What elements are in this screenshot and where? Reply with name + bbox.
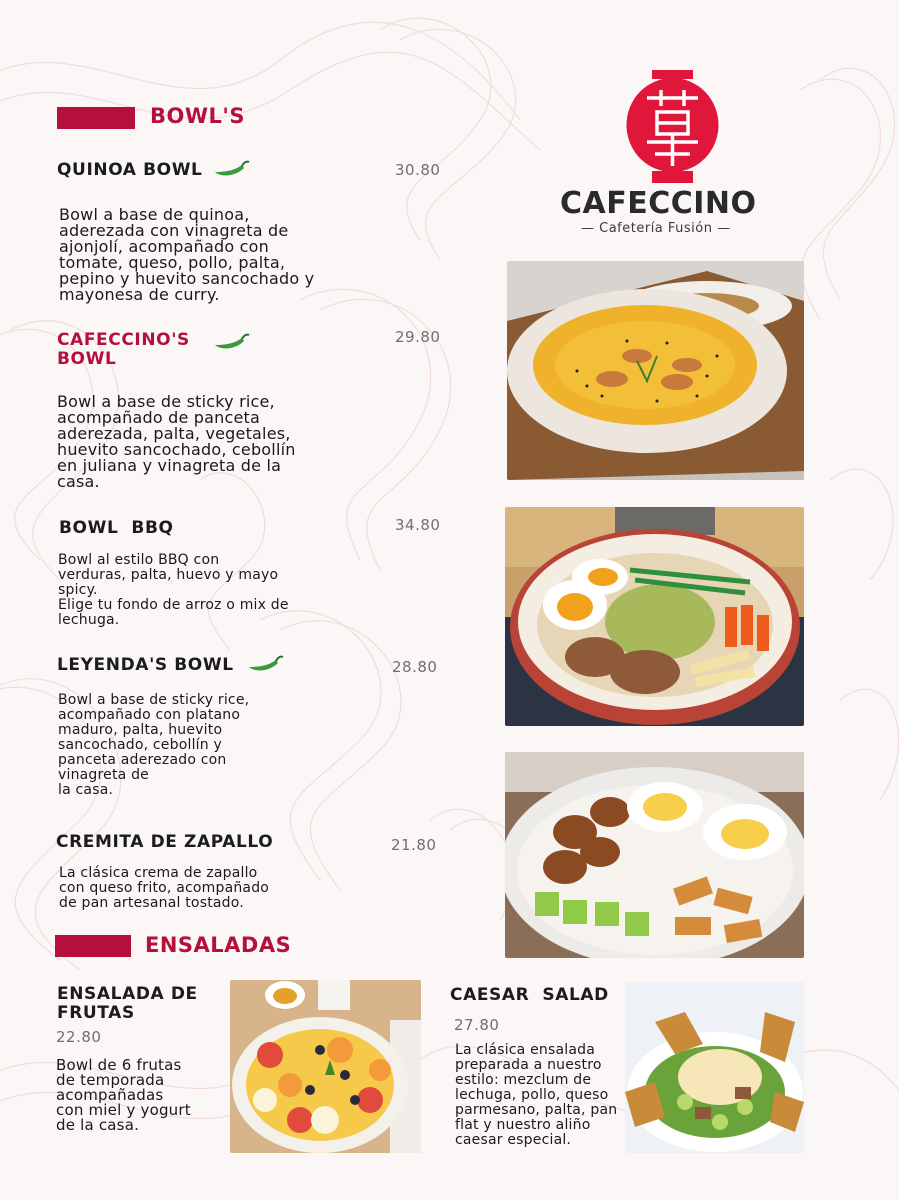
desc-cremita-de-zapallo: La clásica crema de zapallo con queso frito, acompañado de pan artesanal tostado. — [59, 865, 270, 911]
price-caesar-salad: 27.80 — [454, 1016, 500, 1034]
item-name-bowl-bbq: BOWL BBQ — [59, 518, 174, 538]
desc-caesar-salad: La clásica ensalada preparada a nuestro estilo: mezclum de lechuga, pollo, queso parmesano, palta, pan flat y nuestro aliño caesar especial. — [455, 1042, 618, 1148]
section-title-bowls: BOWL'S — [150, 104, 245, 128]
price-cafeccinos-bowl: 29.80 — [395, 328, 441, 346]
price-bowl-bbq: 34.80 — [395, 516, 441, 534]
price-cremita-de-zapallo: 21.80 — [391, 836, 437, 854]
lantern-logo-icon — [625, 70, 720, 185]
desc-ensalada-de-frutas: Bowl de 6 frutas de temporada acompañadas con miel y yogurt de la casa. — [56, 1056, 191, 1134]
photo-cremita-de-zapallo — [507, 261, 804, 480]
section-bar-bowls — [57, 107, 135, 129]
desc-bowl-bbq: Bowl al estilo BBQ con verduras, palta, huevo y mayo spicy. Elige tu fondo de arroz o mix de lechuga. — [58, 552, 289, 628]
section-bar-ensaladas — [55, 935, 131, 957]
brand-name: CAFECCINO — [560, 186, 757, 221]
chili-pepper-icon — [212, 333, 250, 353]
price-quinoa-bowl: 30.80 — [395, 161, 441, 179]
price-ensalada-de-frutas: 22.80 — [56, 1028, 102, 1046]
item-name-cremita-de-zapallo: CREMITA DE ZAPALLO — [56, 832, 274, 852]
section-title-ensaladas: ENSALADAS — [145, 933, 292, 957]
chili-pepper-icon — [212, 160, 250, 180]
photo-caesar-salad — [625, 982, 804, 1153]
desc-leyendas-bowl: Bowl a base de sticky rice, acompañado con platano maduro, palta, huevito sancochado, cebollín y panceta aderezado con vinagreta de la casa. — [58, 692, 250, 798]
item-name-caesar-salad: CAESAR SALAD — [450, 985, 609, 1005]
desc-quinoa-bowl: Bowl a base de quinoa, aderezada con vinagreta de ajonjolí, acompañado con tomate, queso, pollo, palta, pepino y huevito sancochado y mayonesa de curry. — [59, 205, 315, 304]
item-name-leyendas-bowl: LEYENDA'S BOWL — [57, 655, 234, 675]
photo-bowl-bbq — [505, 507, 804, 726]
item-name-quinoa-bowl: QUINOA BOWL — [57, 160, 203, 180]
brand-tagline: — Cafetería Fusión — — [581, 221, 731, 236]
chili-pepper-icon — [246, 655, 284, 675]
desc-cafeccinos-bowl: Bowl a base de sticky rice, acompañado de panceta aderezada, palta, vegetales, huevito sancochado, cebollín en juliana y vinagreta de la casa. — [57, 392, 296, 491]
photo-ensalada-de-frutas — [230, 980, 421, 1153]
item-name-ensalada-de-frutas: ENSALADA DE FRUTAS — [57, 984, 198, 1023]
item-name-cafeccinos-bowl: CAFECCINO'S BOWL — [57, 330, 190, 369]
price-leyendas-bowl: 28.80 — [392, 658, 438, 676]
photo-leyendas-bowl — [505, 752, 804, 958]
